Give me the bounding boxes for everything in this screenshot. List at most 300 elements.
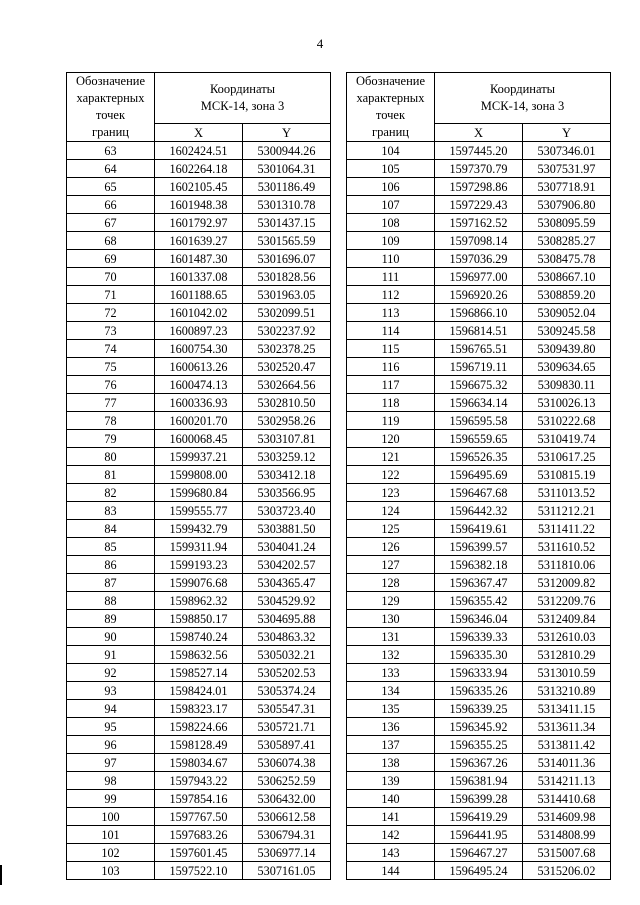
y-coordinate-cell: 5301696.07 bbox=[243, 250, 331, 268]
y-coordinate-cell: 5301565.59 bbox=[243, 232, 331, 250]
table-row bbox=[67, 214, 331, 232]
x-coordinate-cell: 1596675.32 bbox=[435, 376, 523, 394]
x-coordinate-cell: 1597601.45 bbox=[155, 844, 243, 862]
y-coordinate-cell: 5313411.15 bbox=[523, 700, 611, 718]
point-number-cell: 102 bbox=[67, 844, 155, 862]
x-coordinate-cell: 1596345.92 bbox=[435, 718, 523, 736]
y-coordinate-cell: 5301064.31 bbox=[243, 160, 331, 178]
x-coordinate-cell: 1599680.84 bbox=[155, 484, 243, 502]
x-coordinate-cell: 1599311.94 bbox=[155, 538, 243, 556]
x-coordinate-cell: 1596765.51 bbox=[435, 340, 523, 358]
x-coordinate-cell: 1596399.57 bbox=[435, 538, 523, 556]
point-number-cell: 71 bbox=[67, 286, 155, 304]
point-number-cell: 85 bbox=[67, 538, 155, 556]
x-coordinate-cell: 1601042.02 bbox=[155, 304, 243, 322]
point-number-cell: 92 bbox=[67, 664, 155, 682]
point-number-cell: 78 bbox=[67, 412, 155, 430]
x-coordinate-cell: 1596814.51 bbox=[435, 322, 523, 340]
point-number-cell: 125 bbox=[347, 520, 435, 538]
y-coordinate-cell: 5309245.58 bbox=[523, 322, 611, 340]
x-coordinate-cell: 1596355.25 bbox=[435, 736, 523, 754]
y-coordinate-cell: 5311013.52 bbox=[523, 484, 611, 502]
point-number-cell: 70 bbox=[67, 268, 155, 286]
header-y: Y bbox=[523, 124, 611, 142]
point-number-cell: 101 bbox=[67, 826, 155, 844]
x-coordinate-cell: 1601487.30 bbox=[155, 250, 243, 268]
x-coordinate-cell: 1600474.13 bbox=[155, 376, 243, 394]
table-row bbox=[347, 574, 611, 592]
y-coordinate-cell: 5309052.04 bbox=[523, 304, 611, 322]
point-number-cell: 116 bbox=[347, 358, 435, 376]
table-row bbox=[67, 790, 331, 808]
x-coordinate-cell: 1598527.14 bbox=[155, 664, 243, 682]
table-row bbox=[67, 538, 331, 556]
point-number-cell: 66 bbox=[67, 196, 155, 214]
point-number-cell: 74 bbox=[67, 340, 155, 358]
point-number-cell: 138 bbox=[347, 754, 435, 772]
y-coordinate-cell: 5305721.71 bbox=[243, 718, 331, 736]
table-row bbox=[67, 196, 331, 214]
table-row bbox=[347, 178, 611, 196]
x-coordinate-cell: 1596467.27 bbox=[435, 844, 523, 862]
point-number-cell: 76 bbox=[67, 376, 155, 394]
table-row bbox=[67, 466, 331, 484]
x-coordinate-cell: 1597162.52 bbox=[435, 214, 523, 232]
point-number-cell: 123 bbox=[347, 484, 435, 502]
y-coordinate-cell: 5302237.92 bbox=[243, 322, 331, 340]
point-number-cell: 108 bbox=[347, 214, 435, 232]
x-coordinate-cell: 1601948.38 bbox=[155, 196, 243, 214]
table-row bbox=[347, 646, 611, 664]
y-coordinate-cell: 5306432.00 bbox=[243, 790, 331, 808]
y-coordinate-cell: 5309830.11 bbox=[523, 376, 611, 394]
y-coordinate-cell: 5308859.20 bbox=[523, 286, 611, 304]
table-row bbox=[67, 232, 331, 250]
y-coordinate-cell: 5307906.80 bbox=[523, 196, 611, 214]
point-number-cell: 68 bbox=[67, 232, 155, 250]
x-coordinate-cell: 1600897.23 bbox=[155, 322, 243, 340]
x-coordinate-cell: 1596920.26 bbox=[435, 286, 523, 304]
x-coordinate-cell: 1597229.43 bbox=[435, 196, 523, 214]
y-coordinate-cell: 5312409.84 bbox=[523, 610, 611, 628]
y-coordinate-cell: 5306074.38 bbox=[243, 754, 331, 772]
table-row bbox=[67, 322, 331, 340]
x-coordinate-cell: 1596346.04 bbox=[435, 610, 523, 628]
x-coordinate-cell: 1599076.68 bbox=[155, 574, 243, 592]
x-coordinate-cell: 1599432.79 bbox=[155, 520, 243, 538]
point-number-cell: 87 bbox=[67, 574, 155, 592]
y-coordinate-cell: 5303566.95 bbox=[243, 484, 331, 502]
point-number-cell: 72 bbox=[67, 304, 155, 322]
y-coordinate-cell: 5311212.21 bbox=[523, 502, 611, 520]
y-coordinate-cell: 5314410.68 bbox=[523, 790, 611, 808]
table-row bbox=[347, 484, 611, 502]
header-coordinates: Координаты МСК-14, зона 3 bbox=[435, 73, 611, 124]
x-coordinate-cell: 1596495.69 bbox=[435, 466, 523, 484]
y-coordinate-cell: 5310222.68 bbox=[523, 412, 611, 430]
y-coordinate-cell: 5308475.78 bbox=[523, 250, 611, 268]
y-coordinate-cell: 5310617.25 bbox=[523, 448, 611, 466]
table-row bbox=[347, 268, 611, 286]
table-row bbox=[347, 718, 611, 736]
table-row bbox=[67, 358, 331, 376]
x-coordinate-cell: 1596399.28 bbox=[435, 790, 523, 808]
point-number-cell: 69 bbox=[67, 250, 155, 268]
y-coordinate-cell: 5308667.10 bbox=[523, 268, 611, 286]
point-number-cell: 84 bbox=[67, 520, 155, 538]
point-number-cell: 100 bbox=[67, 808, 155, 826]
header-y: Y bbox=[243, 124, 331, 142]
point-number-cell: 93 bbox=[67, 682, 155, 700]
point-number-cell: 63 bbox=[67, 142, 155, 160]
point-number-cell: 80 bbox=[67, 448, 155, 466]
scan-edge-mark bbox=[0, 0, 2, 905]
point-number-cell: 113 bbox=[347, 304, 435, 322]
table-body-left bbox=[67, 142, 331, 880]
table-row bbox=[67, 862, 331, 880]
x-coordinate-cell: 1598034.67 bbox=[155, 754, 243, 772]
x-coordinate-cell: 1600754.30 bbox=[155, 340, 243, 358]
x-coordinate-cell: 1597370.79 bbox=[435, 160, 523, 178]
point-number-cell: 134 bbox=[347, 682, 435, 700]
table-row bbox=[347, 538, 611, 556]
point-number-cell: 133 bbox=[347, 664, 435, 682]
y-coordinate-cell: 5303412.18 bbox=[243, 466, 331, 484]
x-coordinate-cell: 1596467.68 bbox=[435, 484, 523, 502]
point-number-cell: 115 bbox=[347, 340, 435, 358]
y-coordinate-cell: 5304041.24 bbox=[243, 538, 331, 556]
table-row bbox=[347, 628, 611, 646]
point-number-cell: 107 bbox=[347, 196, 435, 214]
y-coordinate-cell: 5305202.53 bbox=[243, 664, 331, 682]
table-row bbox=[347, 196, 611, 214]
y-coordinate-cell: 5315007.68 bbox=[523, 844, 611, 862]
point-number-cell: 132 bbox=[347, 646, 435, 664]
y-coordinate-cell: 5302378.25 bbox=[243, 340, 331, 358]
point-number-cell: 99 bbox=[67, 790, 155, 808]
table-row bbox=[347, 214, 611, 232]
y-coordinate-cell: 5310026.13 bbox=[523, 394, 611, 412]
point-number-cell: 73 bbox=[67, 322, 155, 340]
table-row bbox=[347, 610, 611, 628]
y-coordinate-cell: 5301963.05 bbox=[243, 286, 331, 304]
x-coordinate-cell: 1596333.94 bbox=[435, 664, 523, 682]
y-coordinate-cell: 5312810.29 bbox=[523, 646, 611, 664]
x-coordinate-cell: 1600201.70 bbox=[155, 412, 243, 430]
y-coordinate-cell: 5301828.56 bbox=[243, 268, 331, 286]
x-coordinate-cell: 1596335.30 bbox=[435, 646, 523, 664]
point-number-cell: 124 bbox=[347, 502, 435, 520]
y-coordinate-cell: 5304529.92 bbox=[243, 592, 331, 610]
table-row bbox=[67, 430, 331, 448]
x-coordinate-cell: 1601639.27 bbox=[155, 232, 243, 250]
header-x: X bbox=[435, 124, 523, 142]
y-coordinate-cell: 5310815.19 bbox=[523, 466, 611, 484]
x-coordinate-cell: 1597036.29 bbox=[435, 250, 523, 268]
table-body-right bbox=[347, 142, 611, 880]
point-number-cell: 65 bbox=[67, 178, 155, 196]
table-row bbox=[347, 376, 611, 394]
x-coordinate-cell: 1602264.18 bbox=[155, 160, 243, 178]
table-row bbox=[67, 250, 331, 268]
table-row bbox=[67, 268, 331, 286]
x-coordinate-cell: 1596495.24 bbox=[435, 862, 523, 880]
y-coordinate-cell: 5314808.99 bbox=[523, 826, 611, 844]
table-row bbox=[347, 250, 611, 268]
table-row bbox=[67, 628, 331, 646]
point-number-cell: 126 bbox=[347, 538, 435, 556]
point-number-cell: 96 bbox=[67, 736, 155, 754]
table-row bbox=[67, 376, 331, 394]
table-row bbox=[347, 556, 611, 574]
x-coordinate-cell: 1598224.66 bbox=[155, 718, 243, 736]
table-row bbox=[347, 736, 611, 754]
point-number-cell: 94 bbox=[67, 700, 155, 718]
x-coordinate-cell: 1597683.26 bbox=[155, 826, 243, 844]
y-coordinate-cell: 5305897.41 bbox=[243, 736, 331, 754]
y-coordinate-cell: 5308285.27 bbox=[523, 232, 611, 250]
x-coordinate-cell: 1596719.11 bbox=[435, 358, 523, 376]
x-coordinate-cell: 1601337.08 bbox=[155, 268, 243, 286]
point-number-cell: 79 bbox=[67, 430, 155, 448]
point-number-cell: 119 bbox=[347, 412, 435, 430]
x-coordinate-cell: 1596381.94 bbox=[435, 772, 523, 790]
y-coordinate-cell: 5303723.40 bbox=[243, 502, 331, 520]
x-coordinate-cell: 1599937.21 bbox=[155, 448, 243, 466]
point-number-cell: 127 bbox=[347, 556, 435, 574]
table-row bbox=[67, 646, 331, 664]
y-coordinate-cell: 5304695.88 bbox=[243, 610, 331, 628]
x-coordinate-cell: 1597767.50 bbox=[155, 808, 243, 826]
table-row bbox=[67, 502, 331, 520]
point-number-cell: 112 bbox=[347, 286, 435, 304]
point-number-cell: 144 bbox=[347, 862, 435, 880]
y-coordinate-cell: 5307161.05 bbox=[243, 862, 331, 880]
x-coordinate-cell: 1596866.10 bbox=[435, 304, 523, 322]
table-row bbox=[347, 394, 611, 412]
x-coordinate-cell: 1602105.45 bbox=[155, 178, 243, 196]
x-coordinate-cell: 1601188.65 bbox=[155, 286, 243, 304]
y-coordinate-cell: 5312610.03 bbox=[523, 628, 611, 646]
y-coordinate-cell: 5307718.91 bbox=[523, 178, 611, 196]
x-coordinate-cell: 1601792.97 bbox=[155, 214, 243, 232]
x-coordinate-cell: 1598632.56 bbox=[155, 646, 243, 664]
header-coordinates: Координаты МСК-14, зона 3 bbox=[155, 73, 331, 124]
table-row bbox=[67, 754, 331, 772]
point-number-cell: 122 bbox=[347, 466, 435, 484]
y-coordinate-cell: 5309439.80 bbox=[523, 340, 611, 358]
y-coordinate-cell: 5315206.02 bbox=[523, 862, 611, 880]
table-row bbox=[67, 808, 331, 826]
y-coordinate-cell: 5306794.31 bbox=[243, 826, 331, 844]
y-coordinate-cell: 5306612.58 bbox=[243, 808, 331, 826]
point-number-cell: 109 bbox=[347, 232, 435, 250]
x-coordinate-cell: 1596634.14 bbox=[435, 394, 523, 412]
header-designation: Обозначение характерных точек границ bbox=[67, 73, 155, 142]
point-number-cell: 98 bbox=[67, 772, 155, 790]
y-coordinate-cell: 5303107.81 bbox=[243, 430, 331, 448]
x-coordinate-cell: 1598850.17 bbox=[155, 610, 243, 628]
y-coordinate-cell: 5306252.59 bbox=[243, 772, 331, 790]
y-coordinate-cell: 5305032.21 bbox=[243, 646, 331, 664]
y-coordinate-cell: 5304202.57 bbox=[243, 556, 331, 574]
x-coordinate-cell: 1599193.23 bbox=[155, 556, 243, 574]
y-coordinate-cell: 5312009.82 bbox=[523, 574, 611, 592]
y-coordinate-cell: 5314609.98 bbox=[523, 808, 611, 826]
table-row bbox=[67, 736, 331, 754]
table-row bbox=[347, 826, 611, 844]
point-number-cell: 128 bbox=[347, 574, 435, 592]
header-designation: Обозначение характерных точек границ bbox=[347, 73, 435, 142]
table-row bbox=[347, 358, 611, 376]
point-number-cell: 120 bbox=[347, 430, 435, 448]
point-number-cell: 131 bbox=[347, 628, 435, 646]
point-number-cell: 75 bbox=[67, 358, 155, 376]
coordinates-table-left bbox=[66, 72, 331, 880]
table-row bbox=[347, 232, 611, 250]
x-coordinate-cell: 1599808.00 bbox=[155, 466, 243, 484]
table-row bbox=[67, 520, 331, 538]
x-coordinate-cell: 1600613.26 bbox=[155, 358, 243, 376]
table-row bbox=[67, 772, 331, 790]
y-coordinate-cell: 5313811.42 bbox=[523, 736, 611, 754]
y-coordinate-cell: 5313210.89 bbox=[523, 682, 611, 700]
point-number-cell: 137 bbox=[347, 736, 435, 754]
y-coordinate-cell: 5303259.12 bbox=[243, 448, 331, 466]
x-coordinate-cell: 1596526.35 bbox=[435, 448, 523, 466]
table-row bbox=[347, 844, 611, 862]
table-row bbox=[67, 826, 331, 844]
point-number-cell: 136 bbox=[347, 718, 435, 736]
y-coordinate-cell: 5303881.50 bbox=[243, 520, 331, 538]
y-coordinate-cell: 5302099.51 bbox=[243, 304, 331, 322]
table-row bbox=[347, 466, 611, 484]
x-coordinate-cell: 1597298.86 bbox=[435, 178, 523, 196]
x-coordinate-cell: 1596367.26 bbox=[435, 754, 523, 772]
table-row bbox=[347, 754, 611, 772]
table-row bbox=[67, 484, 331, 502]
x-coordinate-cell: 1597098.14 bbox=[435, 232, 523, 250]
y-coordinate-cell: 5312209.76 bbox=[523, 592, 611, 610]
point-number-cell: 104 bbox=[347, 142, 435, 160]
page-number: 4 bbox=[316, 36, 324, 51]
x-coordinate-cell: 1597445.20 bbox=[435, 142, 523, 160]
y-coordinate-cell: 5314011.36 bbox=[523, 754, 611, 772]
point-number-cell: 111 bbox=[347, 268, 435, 286]
table-row bbox=[67, 682, 331, 700]
y-coordinate-cell: 5307346.01 bbox=[523, 142, 611, 160]
y-coordinate-cell: 5302664.56 bbox=[243, 376, 331, 394]
table-row bbox=[67, 286, 331, 304]
y-coordinate-cell: 5313010.59 bbox=[523, 664, 611, 682]
table-row bbox=[67, 664, 331, 682]
table-row bbox=[347, 808, 611, 826]
y-coordinate-cell: 5311610.52 bbox=[523, 538, 611, 556]
y-coordinate-cell: 5301186.49 bbox=[243, 178, 331, 196]
point-number-cell: 142 bbox=[347, 826, 435, 844]
table-row bbox=[347, 772, 611, 790]
point-number-cell: 140 bbox=[347, 790, 435, 808]
point-number-cell: 129 bbox=[347, 592, 435, 610]
y-coordinate-cell: 5314211.13 bbox=[523, 772, 611, 790]
point-number-cell: 81 bbox=[67, 466, 155, 484]
y-coordinate-cell: 5307531.97 bbox=[523, 160, 611, 178]
point-number-cell: 141 bbox=[347, 808, 435, 826]
table-row bbox=[67, 718, 331, 736]
x-coordinate-cell: 1596441.95 bbox=[435, 826, 523, 844]
x-coordinate-cell: 1597522.10 bbox=[155, 862, 243, 880]
table-row bbox=[347, 340, 611, 358]
x-coordinate-cell: 1596335.26 bbox=[435, 682, 523, 700]
table-row bbox=[347, 700, 611, 718]
header-x: X bbox=[155, 124, 243, 142]
table-row bbox=[347, 448, 611, 466]
table-row bbox=[347, 160, 611, 178]
y-coordinate-cell: 5310419.74 bbox=[523, 430, 611, 448]
point-number-cell: 118 bbox=[347, 394, 435, 412]
x-coordinate-cell: 1596977.00 bbox=[435, 268, 523, 286]
coordinates-table-right bbox=[346, 72, 611, 880]
x-coordinate-cell: 1598962.32 bbox=[155, 592, 243, 610]
y-coordinate-cell: 5302520.47 bbox=[243, 358, 331, 376]
point-number-cell: 139 bbox=[347, 772, 435, 790]
table-row bbox=[67, 556, 331, 574]
table-row bbox=[347, 430, 611, 448]
table-row bbox=[347, 520, 611, 538]
table-row bbox=[347, 682, 611, 700]
table-row bbox=[347, 142, 611, 160]
x-coordinate-cell: 1597943.22 bbox=[155, 772, 243, 790]
point-number-cell: 130 bbox=[347, 610, 435, 628]
y-coordinate-cell: 5306977.14 bbox=[243, 844, 331, 862]
point-number-cell: 105 bbox=[347, 160, 435, 178]
table-row bbox=[67, 160, 331, 178]
x-coordinate-cell: 1598128.49 bbox=[155, 736, 243, 754]
y-coordinate-cell: 5304365.47 bbox=[243, 574, 331, 592]
x-coordinate-cell: 1602424.51 bbox=[155, 142, 243, 160]
x-coordinate-cell: 1596339.33 bbox=[435, 628, 523, 646]
table-row bbox=[67, 340, 331, 358]
table-row bbox=[67, 448, 331, 466]
table-row bbox=[67, 142, 331, 160]
point-number-cell: 64 bbox=[67, 160, 155, 178]
table-row bbox=[67, 592, 331, 610]
point-number-cell: 88 bbox=[67, 592, 155, 610]
y-coordinate-cell: 5311411.22 bbox=[523, 520, 611, 538]
table-row bbox=[347, 304, 611, 322]
x-coordinate-cell: 1600336.93 bbox=[155, 394, 243, 412]
point-number-cell: 95 bbox=[67, 718, 155, 736]
point-number-cell: 86 bbox=[67, 556, 155, 574]
point-number-cell: 83 bbox=[67, 502, 155, 520]
y-coordinate-cell: 5313611.34 bbox=[523, 718, 611, 736]
y-coordinate-cell: 5308095.59 bbox=[523, 214, 611, 232]
point-number-cell: 121 bbox=[347, 448, 435, 466]
table-row bbox=[347, 412, 611, 430]
table-row bbox=[67, 304, 331, 322]
y-coordinate-cell: 5301310.78 bbox=[243, 196, 331, 214]
point-number-cell: 82 bbox=[67, 484, 155, 502]
table-row bbox=[347, 592, 611, 610]
x-coordinate-cell: 1596419.61 bbox=[435, 520, 523, 538]
table-row bbox=[347, 286, 611, 304]
table-row bbox=[347, 664, 611, 682]
x-coordinate-cell: 1599555.77 bbox=[155, 502, 243, 520]
y-coordinate-cell: 5302810.50 bbox=[243, 394, 331, 412]
x-coordinate-cell: 1596355.42 bbox=[435, 592, 523, 610]
x-coordinate-cell: 1596442.32 bbox=[435, 502, 523, 520]
table-row bbox=[347, 862, 611, 880]
